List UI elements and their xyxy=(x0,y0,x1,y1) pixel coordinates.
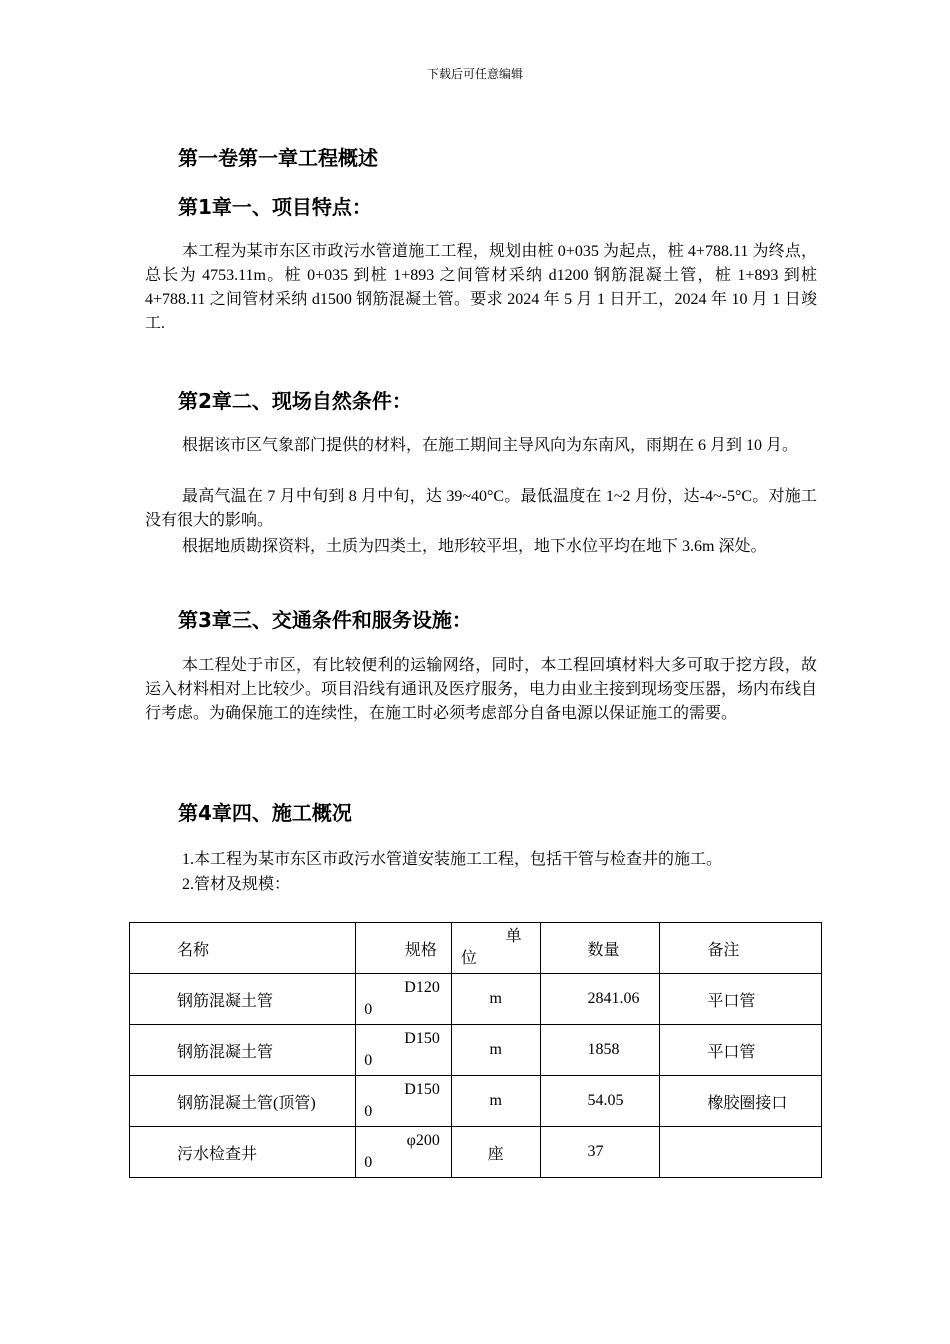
header-unit-cell xyxy=(451,923,540,974)
section-4-item-2: 2.管材及规模： xyxy=(182,876,291,893)
row-name: 钢筋混凝土管 xyxy=(130,974,356,1025)
header-unit-b: 位 xyxy=(460,950,477,967)
section-2-paragraph-3: 根据地质勘探资料，土质为四类土，地形较平坦，地下水位平均在地下 3.6m 深处。 xyxy=(182,538,767,555)
row-spec-b: 0 xyxy=(364,1001,373,1018)
row-spec-a: D150 xyxy=(404,1081,440,1098)
page-header-note: 下载后可任意编辑 xyxy=(426,67,523,81)
row-name: 钢筋混凝土管(顶管) xyxy=(130,1076,356,1127)
row-qty: 54.05 xyxy=(540,1076,660,1127)
header-note: 备注 xyxy=(660,923,822,974)
section-3-body: 本工程处于市区，有比较便利的运输网络，同时，本工程回填材料大多可取于挖方段，故运入材料相对上比较少。项目沿线有通讯及医疗服务，电力由业主接到现场变压器，场内布线自行考虑。为确保施工的连续性，在施工时必须考虑部分自备电源以保证施工的需要。 xyxy=(145,657,818,722)
row-qty: 2841.06 xyxy=(540,974,660,1025)
row-note xyxy=(660,1127,822,1178)
table-row xyxy=(130,1025,822,1076)
row-spec-cell xyxy=(356,1076,452,1127)
row-spec-a: φ200 xyxy=(406,1132,440,1149)
row-spec-a: D150 xyxy=(404,1030,440,1047)
section-4-heading: 第4章四、施工概况 xyxy=(178,801,352,825)
section-2-heading: 第2章二、现场自然条件： xyxy=(178,389,412,413)
row-spec-a: D120 xyxy=(404,979,440,996)
row-note: 平口管 xyxy=(660,974,822,1025)
header-qty: 数量 xyxy=(540,923,660,974)
row-spec-cell xyxy=(356,1127,452,1178)
row-name: 钢筋混凝土管 xyxy=(130,1025,356,1076)
row-name: 污水检查井 xyxy=(130,1127,356,1178)
section-2-paragraph-2: 最高气温在 7 月中旬到 8 月中旬，达 39~40°C。最低温度在 1~2 月份，达-4~-5°C。对施工没有很大的影响。 xyxy=(145,488,817,529)
row-spec-b: 0 xyxy=(364,1052,373,1069)
header-spec: 规格 xyxy=(404,942,437,959)
section-1-heading: 第1章一、项目特点： xyxy=(178,195,372,219)
row-unit: 座 xyxy=(451,1127,540,1178)
row-note: 平口管 xyxy=(660,1025,822,1076)
table-row xyxy=(130,1076,822,1127)
row-unit: m xyxy=(451,974,540,1025)
document-title: 第一卷第一章工程概述 xyxy=(178,146,378,170)
header-unit-a: 单 xyxy=(505,928,522,945)
row-spec-cell xyxy=(356,1025,452,1076)
pipe-spec-table xyxy=(129,922,822,1178)
row-spec-b: 0 xyxy=(364,1154,373,1171)
section-1-body: 本工程为某市东区市政污水管道施工工程，规划由桩 0+035 为起点，桩 4+788.11 为终点，总长为 4753.11m。桩 0+035 到桩 1+893 之间管材采纳 d1200 钢筋混凝土管，桩 1+893 到桩 4+788.11 之间管材采纳 d1500 钢筋混凝土管。要求 2024 年 5 月 1 日开工，2024 年 10 月 1 日竣工. xyxy=(145,243,817,332)
row-qty: 1858 xyxy=(540,1025,660,1076)
header-name: 名称 xyxy=(130,923,356,974)
header-spec-cell xyxy=(356,923,452,974)
row-note: 橡胶圈接口 xyxy=(660,1076,822,1127)
section-4-item-1: 1.本工程为某市东区市政污水管道安装施工工程，包括干管与检查井的施工。 xyxy=(182,851,723,868)
row-qty: 37 xyxy=(540,1127,660,1178)
row-spec-cell xyxy=(356,974,452,1025)
table-header-row xyxy=(130,923,822,974)
row-unit: m xyxy=(451,1076,540,1127)
section-3-heading: 第3章三、交通条件和服务设施： xyxy=(178,608,472,632)
row-spec-b: 0 xyxy=(364,1103,373,1120)
row-unit: m xyxy=(451,1025,540,1076)
table-row xyxy=(130,1127,822,1178)
table-row xyxy=(130,974,822,1025)
section-2-paragraph-1: 根据该市区气象部门提供的材料，在施工期间主导风向为东南风，雨期在 6 月到 10 月。 xyxy=(182,437,799,454)
